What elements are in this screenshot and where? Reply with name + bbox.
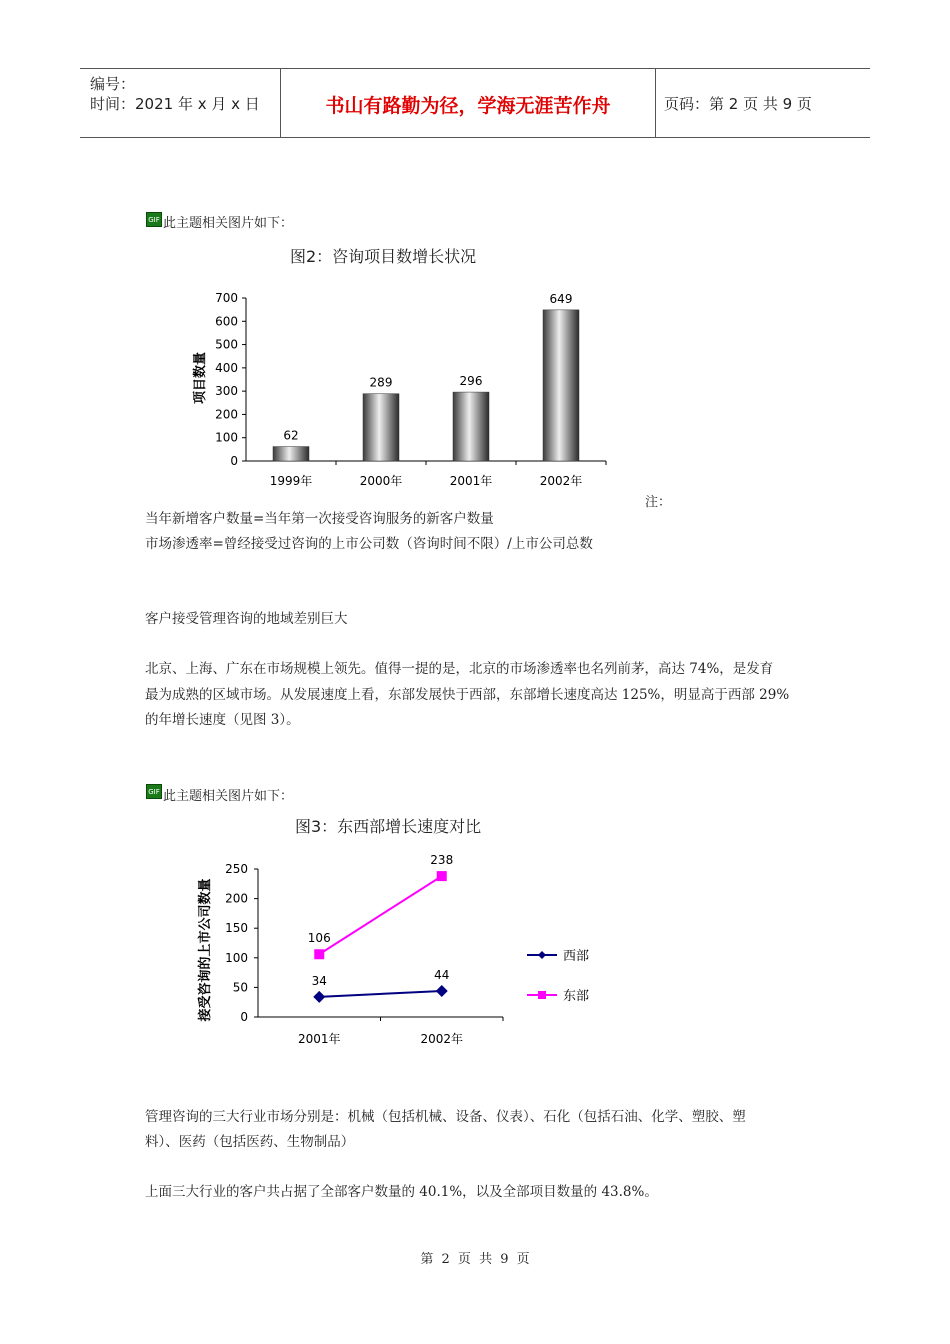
chart2-line-chart xyxy=(195,855,615,1055)
page-header xyxy=(80,68,870,138)
y-tick-label: 150 xyxy=(225,921,248,936)
para2-line-2: 料）、医药（包括医药、生物制品） xyxy=(145,1134,355,1150)
footer-total-pages: 9 xyxy=(500,1252,509,1267)
bar-value-label: 296 xyxy=(459,374,483,389)
footer-text: 第 xyxy=(420,1252,434,1267)
y-tick-label: 200 xyxy=(215,407,238,422)
gif-icon: GIF xyxy=(146,212,162,227)
x-tick-label: 2002年 xyxy=(420,1032,464,1046)
bar-value-label: 289 xyxy=(369,375,393,390)
legend-label: 西部 xyxy=(563,949,590,964)
y-axis-label: 接受咨询的上市公司数量 xyxy=(198,878,213,1022)
y-tick-label: 100 xyxy=(225,950,248,965)
note-line-2: 市场渗透率=曾经接受过咨询的上市公司数（咨询时间不限）/上市公司总数 xyxy=(145,536,593,552)
bar xyxy=(273,447,309,461)
header-right-cell xyxy=(656,69,870,137)
header-left-cell xyxy=(80,69,280,137)
series-line xyxy=(319,876,442,954)
para2-line-1: 管理咨询的三大行业市场分别是：机械（包括机械、设备、仪表）、石化（包括石油、化学、塑胶、塑 xyxy=(145,1109,746,1125)
chart1-bar-chart xyxy=(180,280,620,495)
section-title: 客户接受管理咨询的地域差别巨大 xyxy=(145,611,348,627)
x-tick-label: 1999年 xyxy=(269,474,313,488)
bar xyxy=(543,310,579,461)
legend-marker xyxy=(538,951,546,959)
para1-line-1: 北京、上海、广东在市场规模上领先。值得一提的是，北京的市场渗透率也名列前茅，高达 74%，是发育 xyxy=(145,661,774,677)
y-tick-label: 100 xyxy=(215,430,238,445)
data-point xyxy=(437,871,447,881)
data-label: 34 xyxy=(311,973,327,988)
para3: 上面三大行业的客户共占据了全部客户数量的 40.1%，以及全部项目数量的 43.8%。 xyxy=(145,1184,658,1200)
data-point xyxy=(436,985,448,997)
para1-line-3: 的年增长速度（见图 3）。 xyxy=(145,712,300,728)
note-line-1: 当年新增客户数量=当年第一次接受咨询服务的新客户数量 xyxy=(145,511,494,527)
bar xyxy=(363,394,399,461)
para1-line-2: 最为成熟的区域市场。从发展速度上看，东部发展快于西部，东部增长速度高达 125%，明显高于西部 29% xyxy=(145,687,790,703)
header-middle-cell xyxy=(280,69,656,137)
legend-marker xyxy=(538,991,546,999)
header-motto: 书山有路勤为径，学海无涯苦作舟 xyxy=(325,95,611,117)
y-tick-label: 300 xyxy=(215,384,238,399)
series-line xyxy=(319,991,442,997)
bar-value-label: 649 xyxy=(549,291,573,306)
chart2-title: 图3：东西部增长速度对比 xyxy=(295,817,482,836)
y-tick-label: 200 xyxy=(225,891,248,906)
number-label: 编号： xyxy=(90,75,136,93)
footer-text: 页 xyxy=(516,1252,530,1267)
x-tick-label: 2001年 xyxy=(297,1032,341,1046)
y-tick-label: 600 xyxy=(215,314,238,329)
bar-value-label: 62 xyxy=(283,428,299,443)
figure-caption-1: 此主题相关图片如下： xyxy=(163,216,294,231)
date-label: 时间：2021 年 x 月 x 日 xyxy=(90,95,260,113)
y-tick-label: 500 xyxy=(215,337,238,352)
footer-page-number: 2 xyxy=(441,1252,450,1267)
footer-text: 页 xyxy=(457,1252,471,1267)
figure-caption-2: 此主题相关图片如下： xyxy=(163,789,294,804)
data-label: 44 xyxy=(434,967,450,982)
note-label: 注： xyxy=(645,495,672,510)
bar xyxy=(453,392,489,461)
y-tick-label: 50 xyxy=(232,980,248,995)
y-tick-label: 400 xyxy=(215,360,238,375)
x-tick-label: 2000年 xyxy=(359,474,403,488)
x-tick-label: 2002年 xyxy=(539,474,583,488)
y-tick-label: 700 xyxy=(215,291,238,305)
data-point xyxy=(314,949,324,959)
y-tick-label: 0 xyxy=(240,1010,248,1024)
data-point xyxy=(313,991,325,1003)
x-tick-label: 2001年 xyxy=(449,474,493,488)
chart1-title: 图2：咨询项目数增长状况 xyxy=(290,247,477,266)
footer-text: 共 xyxy=(479,1252,493,1267)
legend-label: 东部 xyxy=(563,989,590,1004)
gif-icon: GIF xyxy=(146,784,162,799)
y-tick-label: 0 xyxy=(230,454,238,468)
page-footer xyxy=(0,1248,950,1267)
y-axis-label: 项目数量 xyxy=(193,351,208,405)
data-label: 106 xyxy=(307,931,331,946)
data-label: 238 xyxy=(430,855,454,868)
header-page-info: 页码：第 2 页 共 9 页 xyxy=(664,95,812,113)
y-tick-label: 250 xyxy=(225,862,248,876)
